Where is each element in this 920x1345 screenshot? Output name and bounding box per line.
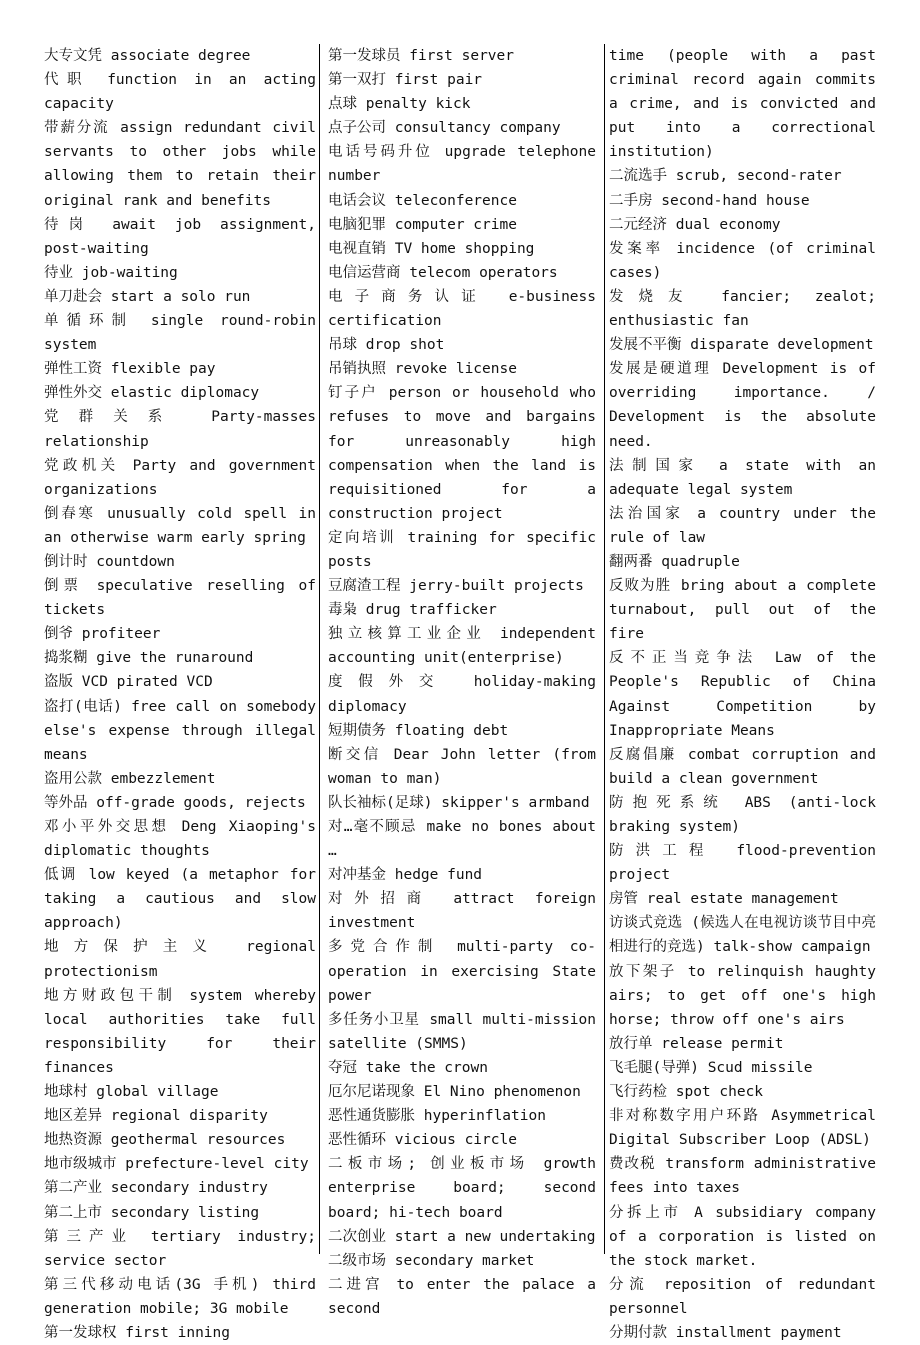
glossary-entry: 低调 low keyed (a metaphor for taking a cautious and slow approach) (44, 867, 316, 932)
glossary-entry: 队长袖标(足球) skipper's armband (328, 794, 590, 811)
glossary-entry: 待岗 await job assignment, post-waiting (44, 216, 316, 257)
glossary-entry: 二元经济 dual economy (609, 216, 781, 233)
glossary-entry: 多党合作制 multi-party co-operation in exercising State power (328, 939, 596, 1004)
glossary-entry: 地市级城市 prefecture-level city (44, 1156, 309, 1173)
glossary-entry: 二流选手 scrub, second-rater (609, 168, 842, 185)
glossary-entry: 单循环制 single round-robin system (44, 313, 316, 354)
glossary-entry: 电话号码升位 upgrade telephone number (328, 144, 596, 185)
glossary-entry: 弹性外交 elastic diplomacy (44, 385, 260, 402)
glossary-entry: 发展是硬道理 Development is of overriding importance. / Development is the absolute need. (609, 361, 876, 450)
glossary-entry: 访谈式竞选 (候选人在电视访谈节目中亮相进行的竞选) talk-show campaign (609, 915, 876, 956)
glossary-entry: 第一发球权 first inning (44, 1324, 230, 1341)
glossary-entry: 倒爷 profiteer (44, 626, 161, 643)
glossary-entry: 等外品 off-grade goods, rejects (44, 794, 306, 811)
glossary-entry: 邓小平外交思想 Deng Xiaoping's diplomatic thoughts (44, 819, 316, 860)
glossary-entry: 第二上市 secondary listing (44, 1204, 260, 1221)
glossary-entry: time (people with a past criminal record again commits a crime, and is convicted and put into a correctional institution) (609, 48, 876, 161)
glossary-entry: 对冲基金 hedge fund (328, 867, 483, 884)
glossary-entry: 恶性通货膨胀 hyperinflation (328, 1108, 546, 1125)
glossary-entry: 点子公司 consultancy company (328, 120, 561, 137)
column-divider (319, 44, 320, 1254)
glossary-entry: 弹性工资 flexible pay (44, 361, 216, 378)
glossary-entry: 单刀赴会 start a solo run (44, 288, 251, 305)
glossary-entry: 反不正当竞争法 Law of the People's Republic of China Against Competition by Inappropriate Means (609, 650, 876, 739)
glossary-entry: 地区差异 regional disparity (44, 1108, 268, 1125)
glossary-entry: 待业 job-waiting (44, 264, 178, 281)
glossary-entry: 反败为胜 bring about a complete turnabout, pull out of the fire (609, 578, 876, 643)
glossary-entry: 防洪工程 flood-prevention project (609, 843, 876, 884)
glossary-entry: 分流 reposition of redundant personnel (609, 1276, 876, 1317)
glossary-entry: 倒计时 countdown (44, 553, 175, 570)
glossary-entry: 防抱死系统 ABS (anti-lock braking system) (609, 794, 876, 835)
glossary-entry: 法制国家 a state with an adequate legal system (609, 457, 876, 498)
glossary-entry: 分期付款 installment payment (609, 1324, 842, 1341)
glossary-column-2 (328, 44, 596, 1317)
glossary-entry: 飞行药检 spot check (609, 1084, 764, 1101)
glossary-entry: 发案率 incidence (of criminal cases) (609, 240, 876, 281)
glossary-entry: 盗版 VCD pirated VCD (44, 674, 213, 691)
glossary-column-1 (44, 44, 316, 1341)
glossary-entry: 地方保护主义 regional protectionism (44, 939, 316, 980)
glossary-entry: 厄尔尼诺现象 El Nino phenomenon (328, 1084, 581, 1101)
glossary-entry: 翻两番 quadruple (609, 553, 740, 570)
glossary-entry: 第二产业 secondary industry (44, 1180, 268, 1197)
glossary-entry: 地方财政包干制 system whereby local authorities take full responsibility for their finances (44, 987, 316, 1076)
glossary-entry: 钉子户 person or household who refuses to move and bargains for unreasonably high compensation when the land is requisitioned for a construction project (328, 385, 596, 522)
glossary-entry: 第三产业 tertiary industry; service sector (44, 1228, 316, 1269)
glossary-entry: 费改税 transform administrative fees into taxes (609, 1156, 876, 1197)
glossary-entry: 吊球 drop shot (328, 337, 445, 354)
glossary-entry: 对外招商 attract foreign investment (328, 891, 596, 932)
glossary-entry: 二进宫 to enter the palace a second (328, 1276, 596, 1317)
column-divider (604, 44, 605, 1254)
glossary-entry: 对…毫不顾忌 make no bones about … (328, 819, 596, 860)
glossary-column-3 (609, 44, 876, 1341)
glossary-entry: 二板市场; 创业板市场 growth enterprise board; second board; hi-tech board (328, 1156, 596, 1221)
glossary-entry: 恶性循环 vicious circle (328, 1132, 517, 1149)
glossary-entry: 独立核算工业企业 independent accounting unit(enterprise) (328, 626, 596, 667)
glossary-entry: 房管 real estate management (609, 891, 839, 908)
glossary-entry: 二级市场 secondary market (328, 1252, 535, 1269)
glossary-entry: 飞毛腿(导弹) Scud missile (609, 1059, 813, 1076)
glossary-entry: 倒春寒 unusually cold spell in an otherwise warm early spring (44, 505, 316, 546)
glossary-entry: 电信运营商 telecom operators (328, 264, 558, 281)
glossary-entry: 盗打(电话) free call on somebody else's expense through illegal means (44, 698, 316, 763)
glossary-entry: 豆腐渣工程 jerry-built projects (328, 578, 584, 595)
glossary-entry: 毒枭 drug trafficker (328, 602, 497, 619)
glossary-entry: 盗用公款 embezzlement (44, 770, 216, 787)
glossary-entry: 电子商务认证 e-business certification (328, 288, 596, 330)
glossary-entry: 法治国家 a country under the rule of law (609, 505, 876, 546)
glossary-entry: 定向培训 training for specific posts (328, 529, 596, 570)
glossary-entry: 带薪分流 assign redundant civil servants to other jobs while allowing them to retain their original rank and benefits (44, 120, 316, 209)
glossary-entry: 发烧友 fancier; zealot; enthusiastic fan (609, 288, 876, 330)
glossary-entry: 二手房 second-hand house (609, 192, 810, 209)
glossary-entry: 夺冠 take the crown (328, 1059, 488, 1076)
glossary-entry: 大专文凭 associate degree (44, 48, 251, 64)
glossary-entry: 吊销执照 revoke license (328, 361, 517, 378)
glossary-entry: 第一双打 first pair (328, 72, 483, 89)
glossary-entry: 党政机关 Party and government organizations (44, 457, 316, 498)
glossary-entry: 点球 penalty kick (328, 96, 471, 113)
glossary-entry: 党群关系 Party-masses relationship (44, 409, 316, 450)
glossary-entry: 电话会议 teleconference (328, 192, 517, 209)
glossary-entry: 地球村 global village (44, 1084, 219, 1101)
glossary-entry: 倒票 speculative reselling of tickets (44, 578, 316, 619)
glossary-entry: 非对称数字用户环路 Asymmetrical Digital Subscriber Loop (ADSL) (609, 1108, 876, 1149)
glossary-entry: 放下架子 to relinquish haughty airs; to get off one's high horse; throw off one's airs (609, 963, 876, 1028)
glossary-entry: 断交信 Dear John letter (from woman to man) (328, 746, 596, 787)
glossary-entry: 代职 function in an acting capacity (44, 72, 316, 113)
glossary-entry: 第一发球员 first server (328, 48, 514, 64)
glossary-entry: 发展不平衡 disparate development (609, 337, 874, 354)
glossary-entry: 短期债务 floating debt (328, 722, 509, 739)
glossary-entry: 放行单 release permit (609, 1035, 784, 1052)
glossary-entry: 分拆上市 A subsidiary company of a corporation is listed on the stock market. (609, 1204, 876, 1269)
glossary-entry: 电脑犯罪 computer crime (328, 216, 517, 233)
glossary-entry: 二次创业 start a new undertaking (328, 1228, 596, 1245)
glossary-entry: 捣浆糊 give the runaround (44, 650, 254, 667)
glossary-entry: 度假外交 holiday-making diplomacy (328, 674, 596, 715)
glossary-entry: 电视直销 TV home shopping (328, 240, 535, 257)
glossary-page (44, 44, 876, 1341)
glossary-entry: 多任务小卫星 small multi-mission satellite (SMMS) (328, 1011, 596, 1052)
glossary-entry: 第三代移动电话(3G 手机) third generation mobile; 3G mobile (44, 1276, 316, 1317)
glossary-entry: 地热资源 geothermal resources (44, 1132, 286, 1149)
glossary-entry: 反腐倡廉 combat corruption and build a clean government (609, 746, 876, 787)
